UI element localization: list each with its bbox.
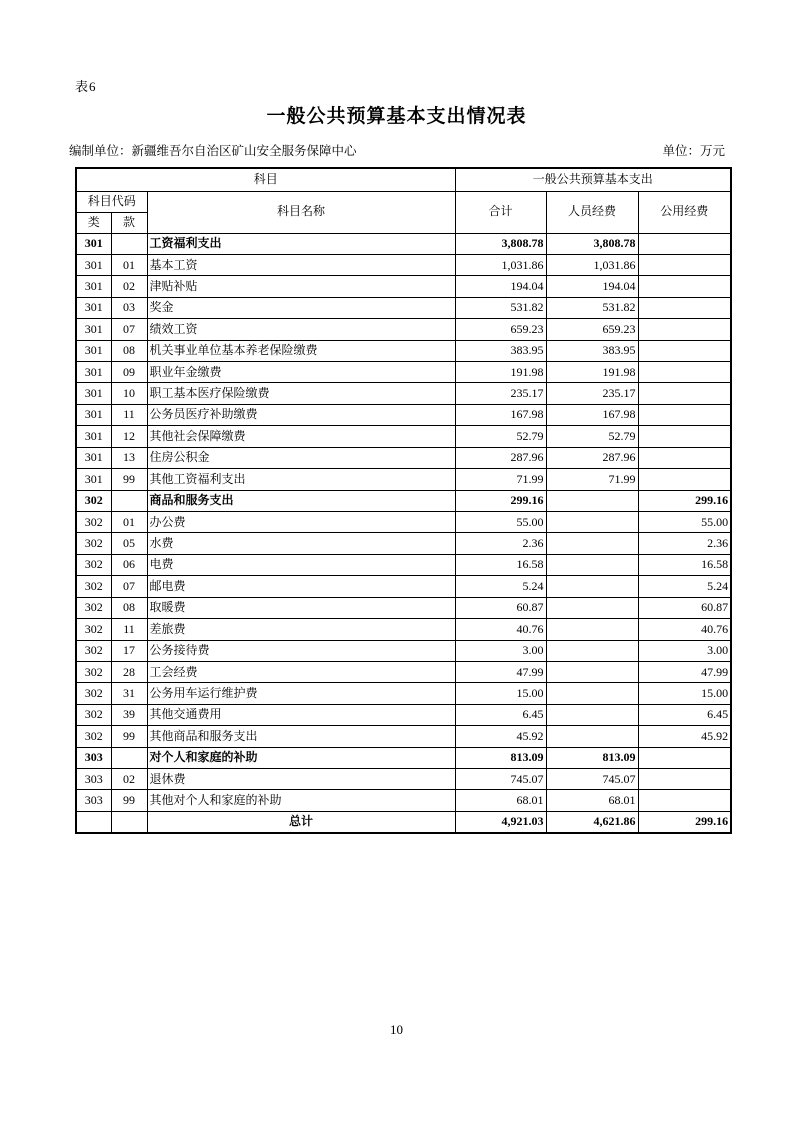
- cell-name: 工资福利支出: [147, 233, 455, 254]
- table-row: [76, 533, 731, 554]
- cell-section: [111, 747, 147, 768]
- cell-personnel: [546, 704, 638, 725]
- cell-section: 01: [111, 511, 147, 532]
- cell-total: 3,808.78: [455, 233, 546, 254]
- cell-personnel: [546, 619, 638, 640]
- table-row: [76, 254, 731, 275]
- cell-section: 17: [111, 640, 147, 661]
- cell-name: 公务员医疗补助缴费: [147, 404, 455, 425]
- cell-total: 15.00: [455, 683, 546, 704]
- table-row: [76, 704, 731, 725]
- cell-section: 05: [111, 533, 147, 554]
- budget-table: [75, 167, 732, 834]
- cell-public: [638, 319, 731, 340]
- prepared-by-text: 编制单位：新疆维吾尔自治区矿山安全服务保障中心: [69, 144, 357, 158]
- cell-class: 302: [76, 726, 111, 747]
- cell-total: 4,921.03: [455, 811, 546, 832]
- cell-name: 职业年金缴费: [147, 362, 455, 383]
- cell-total: 383.95: [455, 340, 546, 361]
- cell-personnel: 383.95: [546, 340, 638, 361]
- cell-public: [638, 790, 731, 811]
- cell-class: 302: [76, 704, 111, 725]
- cell-section: 02: [111, 769, 147, 790]
- cell-public: [638, 276, 731, 297]
- cell-total: 191.98: [455, 362, 546, 383]
- cell-total: 60.87: [455, 597, 546, 618]
- cell-personnel: 68.01: [546, 790, 638, 811]
- cell-total: 299.16: [455, 490, 546, 511]
- cell-personnel: 52.79: [546, 426, 638, 447]
- table-row: [76, 747, 731, 768]
- table-row: [76, 297, 731, 318]
- cell-public: [638, 383, 731, 404]
- cell-name: 其他对个人和家庭的补助: [147, 790, 455, 811]
- cell-personnel: 3,808.78: [546, 233, 638, 254]
- cell-name: 基本工资: [147, 254, 455, 275]
- cell-total: 47.99: [455, 661, 546, 682]
- cell-public: [638, 447, 731, 468]
- cell-name: 对个人和家庭的补助: [147, 747, 455, 768]
- page-title: 一般公共预算基本支出情况表: [266, 106, 527, 127]
- cell-total: 52.79: [455, 426, 546, 447]
- unit-label: 单位：万元: [662, 144, 725, 158]
- cell-name: 机关事业单位基本养老保险缴费: [147, 340, 455, 361]
- cell-section: 12: [111, 426, 147, 447]
- cell-name: 总计: [147, 811, 455, 832]
- table-row: [76, 554, 731, 575]
- table-label: 表6: [75, 79, 97, 94]
- cell-class: 302: [76, 533, 111, 554]
- cell-total: 813.09: [455, 747, 546, 768]
- page-number: 10: [390, 1022, 403, 1037]
- cell-personnel: [546, 683, 638, 704]
- cell-public: [638, 769, 731, 790]
- table-row: [76, 811, 731, 832]
- cell-personnel: 167.98: [546, 404, 638, 425]
- cell-total: 194.04: [455, 276, 546, 297]
- cell-class: 301: [76, 319, 111, 340]
- cell-total: 71.99: [455, 469, 546, 490]
- cell-class: 301: [76, 297, 111, 318]
- cell-total: 1,031.86: [455, 254, 546, 275]
- cell-class: 302: [76, 490, 111, 511]
- cell-class: 301: [76, 447, 111, 468]
- cell-class: 302: [76, 597, 111, 618]
- cell-total: 40.76: [455, 619, 546, 640]
- cell-name: 取暖费: [147, 597, 455, 618]
- cell-name: 其他商品和服务支出: [147, 726, 455, 747]
- cell-section: 39: [111, 704, 147, 725]
- cell-public: 45.92: [638, 726, 731, 747]
- cell-section: [111, 233, 147, 254]
- table-row: [76, 233, 731, 254]
- table-row: [76, 661, 731, 682]
- cell-personnel: [546, 640, 638, 661]
- cell-class: [76, 811, 111, 832]
- cell-total: 68.01: [455, 790, 546, 811]
- cell-section: 06: [111, 554, 147, 575]
- cell-section: 07: [111, 576, 147, 597]
- cell-public: 6.45: [638, 704, 731, 725]
- table-row: [76, 683, 731, 704]
- cell-name: 退休费: [147, 769, 455, 790]
- cell-personnel: [546, 511, 638, 532]
- cell-class: 301: [76, 340, 111, 361]
- header-subject-code: 科目代码: [76, 191, 147, 212]
- cell-section: 99: [111, 469, 147, 490]
- cell-name: 工会经费: [147, 661, 455, 682]
- cell-total: 45.92: [455, 726, 546, 747]
- cell-name: 津贴补贴: [147, 276, 455, 297]
- table-row: [76, 619, 731, 640]
- cell-public: [638, 297, 731, 318]
- info-row: [69, 141, 725, 159]
- cell-class: 301: [76, 233, 111, 254]
- cell-name: 住房公积金: [147, 447, 455, 468]
- cell-section: 03: [111, 297, 147, 318]
- cell-class: 301: [76, 426, 111, 447]
- cell-personnel: [546, 490, 638, 511]
- cell-personnel: 191.98: [546, 362, 638, 383]
- table-row: [76, 362, 731, 383]
- cell-personnel: 531.82: [546, 297, 638, 318]
- cell-section: 07: [111, 319, 147, 340]
- cell-total: 55.00: [455, 511, 546, 532]
- cell-name: 其他工资福利支出: [147, 469, 455, 490]
- cell-total: 167.98: [455, 404, 546, 425]
- cell-public: [638, 233, 731, 254]
- cell-class: 303: [76, 790, 111, 811]
- table-row: [76, 511, 731, 532]
- header-budget-group: 一般公共预算基本支出: [455, 168, 731, 191]
- header-subject: 科目: [76, 168, 455, 191]
- cell-class: 302: [76, 661, 111, 682]
- cell-public: 2.36: [638, 533, 731, 554]
- header-personnel: 人员经费: [546, 191, 638, 233]
- cell-section: [111, 811, 147, 832]
- table-row: [76, 790, 731, 811]
- cell-public: [638, 404, 731, 425]
- cell-personnel: 813.09: [546, 747, 638, 768]
- cell-name: 其他交通费用: [147, 704, 455, 725]
- cell-personnel: [546, 554, 638, 575]
- cell-class: 302: [76, 683, 111, 704]
- cell-personnel: 745.07: [546, 769, 638, 790]
- cell-total: 16.58: [455, 554, 546, 575]
- cell-class: 301: [76, 362, 111, 383]
- cell-class: 302: [76, 576, 111, 597]
- cell-section: 02: [111, 276, 147, 297]
- cell-class: 301: [76, 276, 111, 297]
- cell-personnel: 71.99: [546, 469, 638, 490]
- cell-section: 10: [111, 383, 147, 404]
- cell-public: 40.76: [638, 619, 731, 640]
- table-row: [76, 640, 731, 661]
- cell-class: 301: [76, 469, 111, 490]
- cell-section: 08: [111, 340, 147, 361]
- table-row: [76, 469, 731, 490]
- cell-public: 3.00: [638, 640, 731, 661]
- cell-section: 99: [111, 726, 147, 747]
- cell-section: 99: [111, 790, 147, 811]
- cell-section: 28: [111, 661, 147, 682]
- cell-public: [638, 362, 731, 383]
- cell-public: 299.16: [638, 811, 731, 832]
- cell-class: 301: [76, 383, 111, 404]
- table-row: [76, 276, 731, 297]
- cell-personnel: 287.96: [546, 447, 638, 468]
- table-row: [76, 383, 731, 404]
- cell-class: 302: [76, 640, 111, 661]
- cell-class: 303: [76, 747, 111, 768]
- cell-section: 31: [111, 683, 147, 704]
- cell-class: 302: [76, 511, 111, 532]
- cell-class: 301: [76, 404, 111, 425]
- cell-class: 302: [76, 619, 111, 640]
- header-total: 合计: [455, 191, 546, 233]
- header-section: 款: [111, 212, 147, 233]
- cell-public: 55.00: [638, 511, 731, 532]
- cell-public: 47.99: [638, 661, 731, 682]
- table-row: [76, 340, 731, 361]
- cell-name: 公务用车运行维护费: [147, 683, 455, 704]
- cell-section: 11: [111, 619, 147, 640]
- table-row: [76, 447, 731, 468]
- table-row: [76, 426, 731, 447]
- cell-section: 09: [111, 362, 147, 383]
- cell-public: 60.87: [638, 597, 731, 618]
- cell-class: 301: [76, 254, 111, 275]
- cell-name: 奖金: [147, 297, 455, 318]
- cell-public: [638, 340, 731, 361]
- cell-name: 绩效工资: [147, 319, 455, 340]
- cell-public: 5.24: [638, 576, 731, 597]
- cell-section: 11: [111, 404, 147, 425]
- cell-total: 3.00: [455, 640, 546, 661]
- cell-public: [638, 469, 731, 490]
- cell-personnel: [546, 533, 638, 554]
- cell-public: 299.16: [638, 490, 731, 511]
- cell-personnel: 235.17: [546, 383, 638, 404]
- cell-name: 办公费: [147, 511, 455, 532]
- table-row: [76, 769, 731, 790]
- cell-name: 公务接待费: [147, 640, 455, 661]
- cell-personnel: [546, 661, 638, 682]
- cell-name: 电费: [147, 554, 455, 575]
- cell-personnel: [546, 597, 638, 618]
- header-class: 类: [76, 212, 111, 233]
- cell-total: 659.23: [455, 319, 546, 340]
- cell-personnel: [546, 576, 638, 597]
- cell-total: 6.45: [455, 704, 546, 725]
- cell-personnel: 1,031.86: [546, 254, 638, 275]
- table-row: [76, 490, 731, 511]
- cell-name: 水费: [147, 533, 455, 554]
- cell-name: 商品和服务支出: [147, 490, 455, 511]
- cell-total: 287.96: [455, 447, 546, 468]
- cell-section: 08: [111, 597, 147, 618]
- cell-personnel: 4,621.86: [546, 811, 638, 832]
- header-row-1: [76, 168, 731, 191]
- cell-personnel: [546, 726, 638, 747]
- cell-name: 职工基本医疗保险缴费: [147, 383, 455, 404]
- cell-name: 差旅费: [147, 619, 455, 640]
- cell-total: 5.24: [455, 576, 546, 597]
- header-subject-name: 科目名称: [147, 191, 455, 233]
- cell-public: [638, 254, 731, 275]
- cell-total: 745.07: [455, 769, 546, 790]
- cell-total: 2.36: [455, 533, 546, 554]
- cell-section: 13: [111, 447, 147, 468]
- cell-public: [638, 747, 731, 768]
- cell-class: 303: [76, 769, 111, 790]
- header-row-2: [76, 191, 731, 212]
- cell-total: 235.17: [455, 383, 546, 404]
- table-row: [76, 597, 731, 618]
- cell-public: [638, 426, 731, 447]
- cell-class: 302: [76, 554, 111, 575]
- cell-personnel: 659.23: [546, 319, 638, 340]
- cell-public: 15.00: [638, 683, 731, 704]
- cell-section: 01: [111, 254, 147, 275]
- header-public: 公用经费: [638, 191, 731, 233]
- cell-name: 邮电费: [147, 576, 455, 597]
- table-row: [76, 319, 731, 340]
- table-row: [76, 404, 731, 425]
- cell-personnel: 194.04: [546, 276, 638, 297]
- cell-total: 531.82: [455, 297, 546, 318]
- cell-name: 其他社会保障缴费: [147, 426, 455, 447]
- table-row: [76, 576, 731, 597]
- table-row: [76, 726, 731, 747]
- cell-section: [111, 490, 147, 511]
- cell-public: 16.58: [638, 554, 731, 575]
